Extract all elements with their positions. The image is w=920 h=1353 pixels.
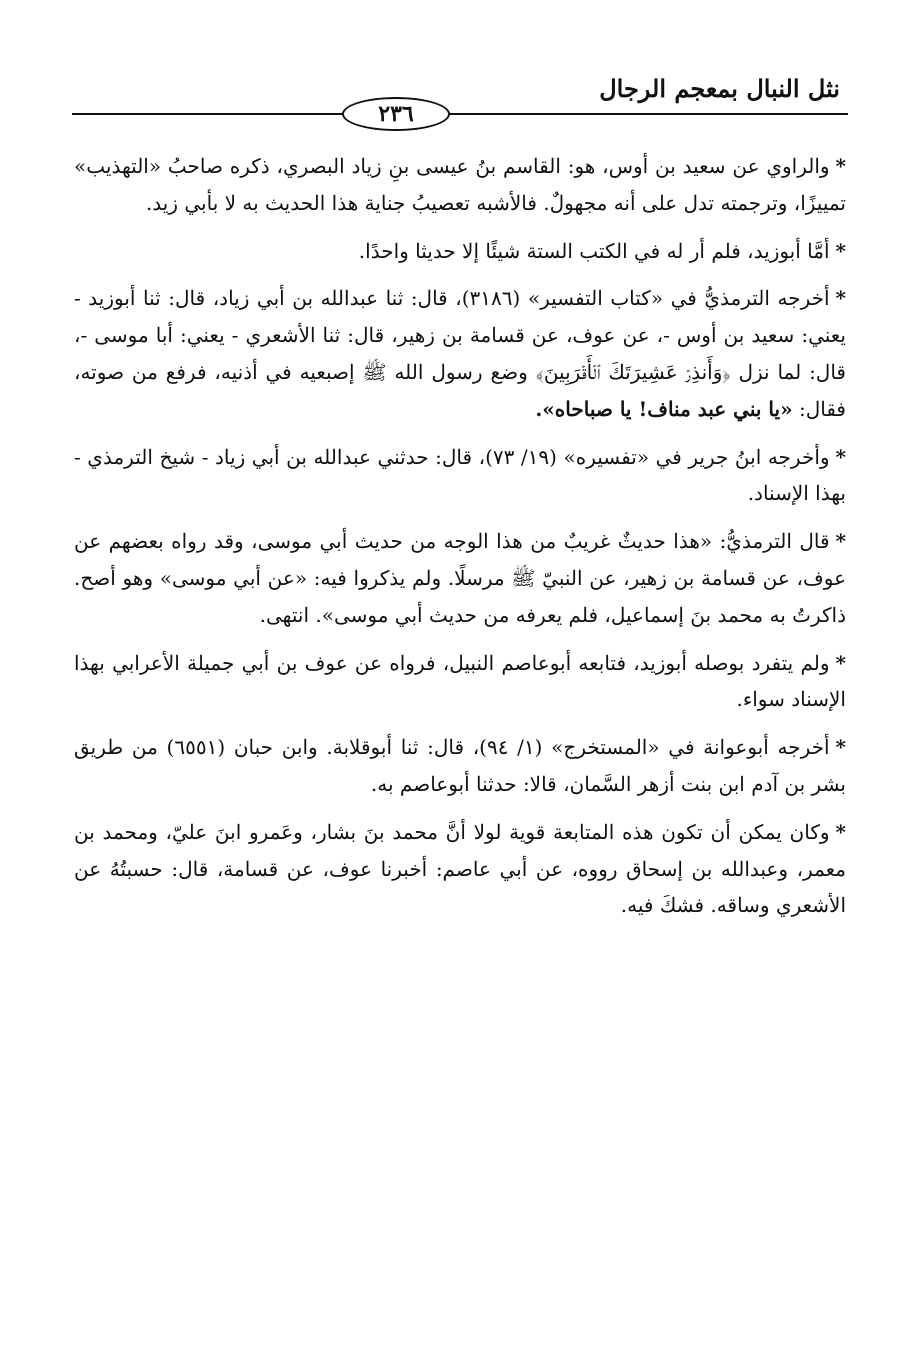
paragraph-4 xyxy=(74,439,846,513)
paragraph-2-text: أمَّا أبوزيد، فلم أر له في الكتب الستة شيئًا إلا حديثا واحدًا. xyxy=(358,238,830,263)
paragraph-6-text: ولم يتفرد بوصله أبوزيد، فتابعه أبوعاصم النبيل، فرواه عن عوف بن أبي جميلة الأعرابي بهذا الإسناد سواء. xyxy=(74,650,846,712)
star-bullet: * xyxy=(835,735,846,760)
star-bullet: * xyxy=(835,444,846,469)
paragraph-3-text: أخرجه الترمذيُّ في «كتاب التفسير» (٣١٨٦)، قال: ثنا عبدالله بن أبي زياد، قال: ثنا أبوزيد - يعني: سعيد بن أوس -، عن عوف، عن قسامة بن زهير، قال: ثنا الأشعري - يعني: أبا موسى -، قال: لما نزل ﴿وَأَنذِرۡ عَشِيرَتَكَ ٱلۡأَقۡرَبِينَ﴾ وضع رسول الله ﷺ إصبعيه في أذنيه، فرفع من صوته، فقال: xyxy=(74,286,846,421)
paragraph-1-text: والراوي عن سعيد بن أوس، هو: القاسم بنُ عيسى بنِ زياد البصري، ذكره صاحبُ «التهذيب» تمييزًا، وترجمته تدل على أنه مجهولٌ. فالأشبه تعصيبُ جناية هذا الحديث به لا بأبي زيد. xyxy=(74,154,846,215)
body-text xyxy=(74,148,846,935)
paragraph-4-text: وأخرجه ابنُ جرير في «تفسيره» (١٩/ ٧٣)، قال: حدثني عبدالله بن أبي زياد - شيخ الترمذي - بهذا الإسناد. xyxy=(74,444,846,506)
paragraph-3 xyxy=(74,280,846,427)
star-bullet: * xyxy=(835,238,846,263)
header-rule xyxy=(72,113,848,115)
page-number: ٢٣٦ xyxy=(342,97,450,131)
paragraph-5 xyxy=(74,523,846,633)
star-bullet: * xyxy=(835,154,846,178)
paragraph-5-text: قال الترمذيُّ: «هذا حديثٌ غريبٌ من هذا الوجه من حديث أبي موسى، وقد رواه بعضهم عن عوف، عن قسامة بن زهير، عن النبيّ ﷺ مرسلًا. ولم يذكروا فيه: «عن أبي موسى» وهو أصح. ذاكرتُ به محمد بنَ إسماعيل، فلم يعرفه من حديث أبي موسى». انتهى. xyxy=(74,529,846,627)
star-bullet: * xyxy=(835,650,846,675)
star-bullet: * xyxy=(835,286,846,311)
paragraph-6 xyxy=(74,645,846,719)
star-bullet: * xyxy=(835,819,846,844)
paragraph-2 xyxy=(74,233,846,270)
running-title: نثل النبال بمعجم الرجال xyxy=(599,74,840,103)
paragraph-8-text: وكان يمكن أن تكون هذه المتابعة قوية لولا أنَّ محمد بنَ بشار، وعَمرو ابنَ عليّ، ومحمد بن معمر، وعبدالله بن إسحاق رووه، عن أبي عاصم: أخبرنا عوف، عن قسامة، قال: حسبتُهُ عن الأشعري وساقه. فشكَ فيه. xyxy=(74,819,846,918)
hadith-quote: «يا بني عبد مناف! يا صباحاه». xyxy=(535,396,793,421)
page-header xyxy=(72,70,848,104)
star-bullet: * xyxy=(835,529,846,554)
paragraph-1 xyxy=(74,148,846,222)
paragraph-8 xyxy=(74,814,846,924)
paragraph-7 xyxy=(74,729,846,803)
paragraph-7-text: أخرجه أبوعوانة في «المستخرج» (١/ ٩٤)، قال: ثنا أبوقلابة. وابن حبان (٦٥٥١) من طريق بشر بن آدم ابن بنت أزهر السَّمان، قالا: حدثنا أبوعاصم به. xyxy=(74,735,846,796)
